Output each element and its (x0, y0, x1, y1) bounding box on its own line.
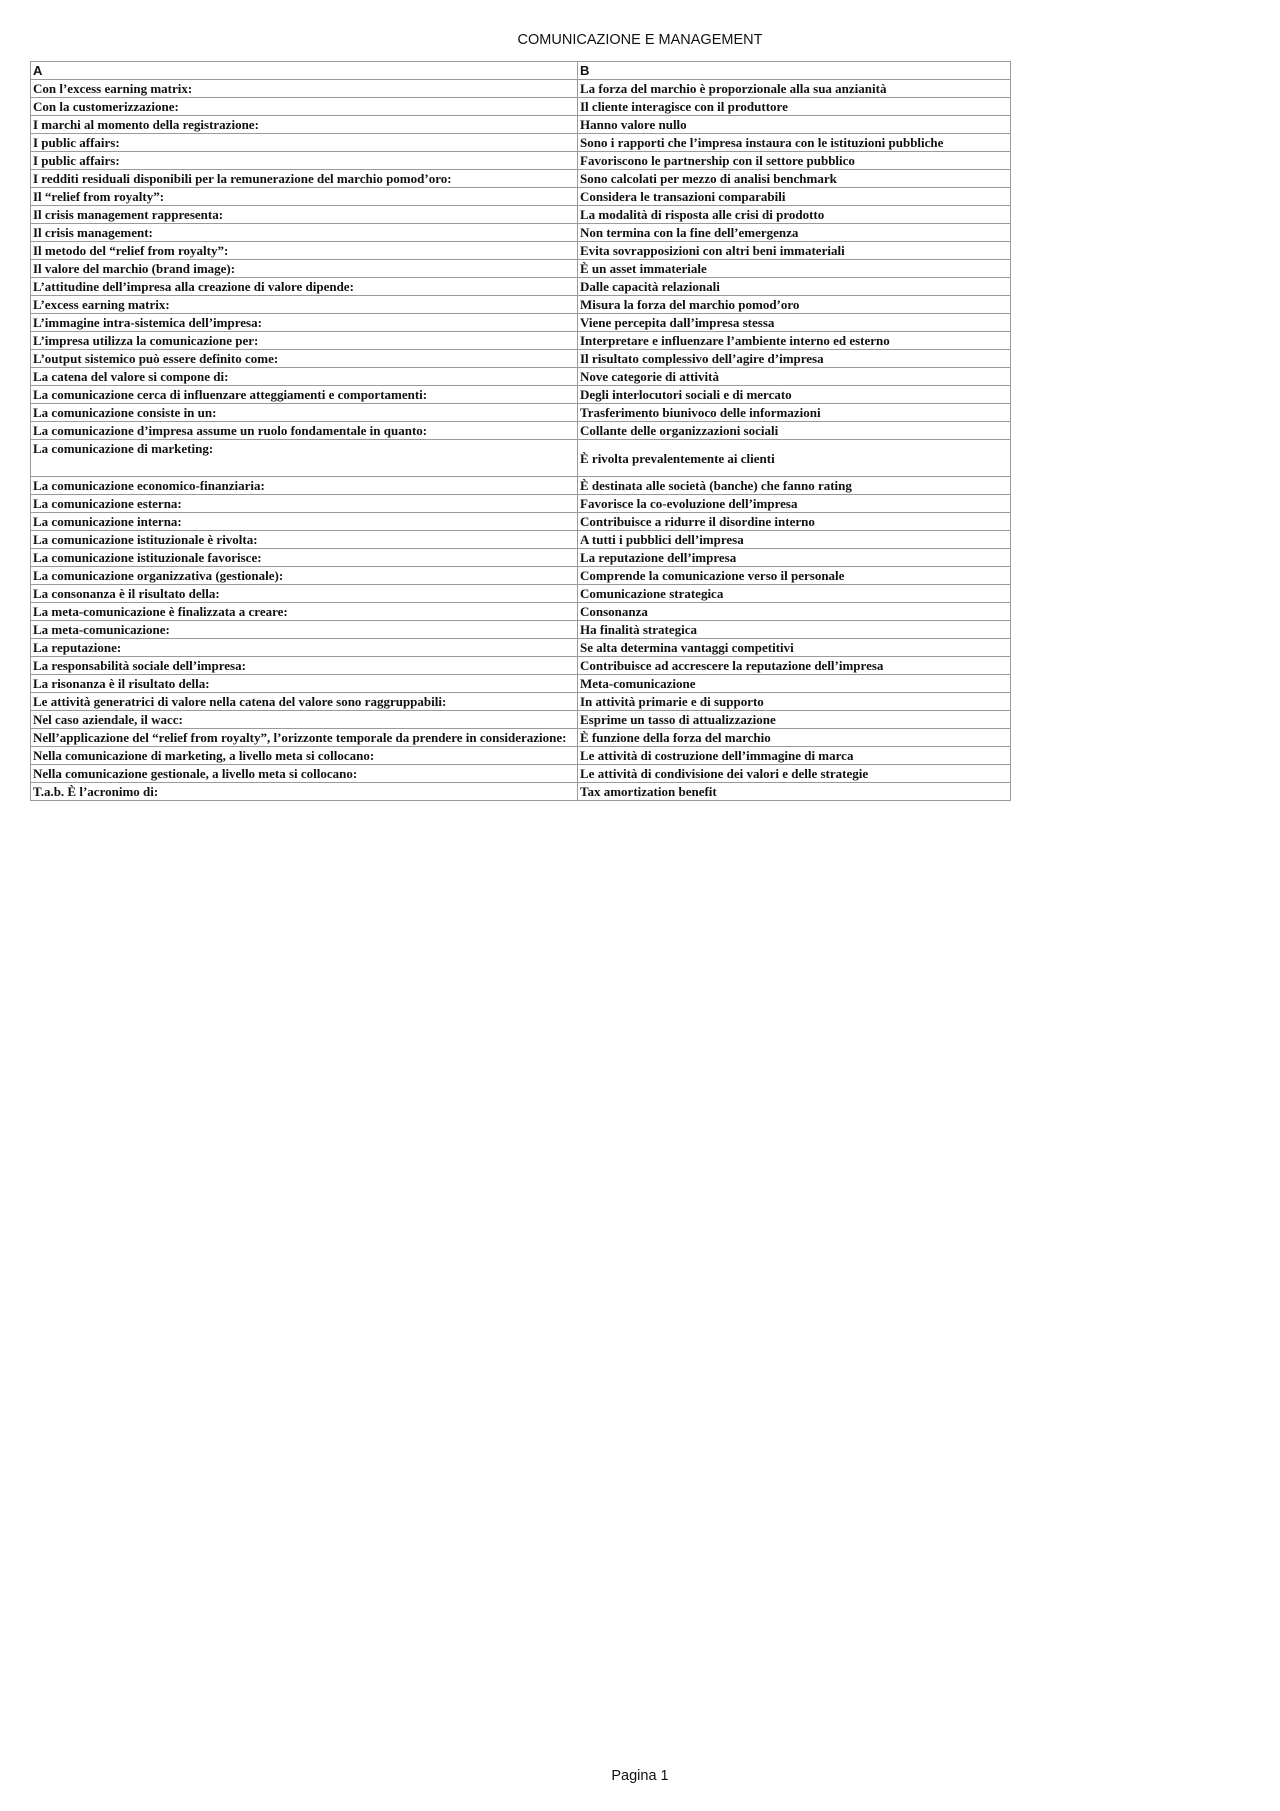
table-row (31, 206, 1011, 224)
question-cell: Nel caso aziendale, il wacc: (31, 711, 578, 729)
question-answer-table (30, 61, 1011, 801)
answer-cell: Degli interlocutori sociali e di mercato (578, 386, 1011, 404)
answer-cell: È rivolta prevalentemente ai clienti (578, 440, 1011, 477)
question-cell: La catena del valore si compone di: (31, 368, 578, 386)
question-cell: I marchi al momento della registrazione: (31, 116, 578, 134)
question-cell: La comunicazione interna: (31, 513, 578, 531)
question-cell: L’impresa utilizza la comunicazione per: (31, 332, 578, 350)
column-header-a: A (31, 62, 578, 80)
question-cell: La comunicazione organizzativa (gestionale): (31, 567, 578, 585)
answer-cell: Viene percepita dall’impresa stessa (578, 314, 1011, 332)
answer-cell: Tax amortization benefit (578, 783, 1011, 801)
answer-cell: Evita sovrapposizioni con altri beni immateriali (578, 242, 1011, 260)
answer-cell: Favorisce la co-evoluzione dell’impresa (578, 495, 1011, 513)
table-row (31, 531, 1011, 549)
table-row (31, 549, 1011, 567)
table-row (31, 495, 1011, 513)
table-row (31, 783, 1011, 801)
answer-cell: È funzione della forza del marchio (578, 729, 1011, 747)
table-row (31, 477, 1011, 495)
answer-cell: È destinata alle società (banche) che fanno rating (578, 477, 1011, 495)
question-cell: La reputazione: (31, 639, 578, 657)
answer-cell: Il risultato complessivo dell’agire d’impresa (578, 350, 1011, 368)
question-cell: La meta-comunicazione: (31, 621, 578, 639)
question-cell: Le attività generatrici di valore nella catena del valore sono raggruppabili: (31, 693, 578, 711)
table-row (31, 657, 1011, 675)
answer-cell: Trasferimento biunivoco delle informazioni (578, 404, 1011, 422)
table-row (31, 188, 1011, 206)
answer-cell: Favoriscono le partnership con il settore pubblico (578, 152, 1011, 170)
answer-cell: È un asset immateriale (578, 260, 1011, 278)
table-row (31, 152, 1011, 170)
table-row (31, 98, 1011, 116)
answer-cell: Le attività di condivisione dei valori e delle strategie (578, 765, 1011, 783)
table-row (31, 170, 1011, 188)
table-row (31, 621, 1011, 639)
question-cell: La responsabilità sociale dell’impresa: (31, 657, 578, 675)
table-row (31, 80, 1011, 98)
answer-cell: Nove categorie di attività (578, 368, 1011, 386)
page-title: COMUNICAZIONE E MANAGEMENT (517, 32, 763, 48)
question-cell: La comunicazione istituzionale è rivolta: (31, 531, 578, 549)
answer-cell: Esprime un tasso di attualizzazione (578, 711, 1011, 729)
question-cell: La comunicazione istituzionale favorisce: (31, 549, 578, 567)
table-row (31, 314, 1011, 332)
answer-cell: Hanno valore nullo (578, 116, 1011, 134)
answer-cell: Sono calcolati per mezzo di analisi benchmark (578, 170, 1011, 188)
question-cell: Nella comunicazione di marketing, a livello meta si collocano: (31, 747, 578, 765)
question-cell: La comunicazione cerca di influenzare atteggiamenti e comportamenti: (31, 386, 578, 404)
question-cell: I redditi residuali disponibili per la remunerazione del marchio pomod’oro: (31, 170, 578, 188)
answer-cell: Contribuisce ad accrescere la reputazione dell’impresa (578, 657, 1011, 675)
answer-cell: La modalità di risposta alle crisi di prodotto (578, 206, 1011, 224)
question-cell: L’immagine intra-sistemica dell’impresa: (31, 314, 578, 332)
table-row (31, 134, 1011, 152)
table-row (31, 296, 1011, 314)
question-cell: Nell’applicazione del “relief from royalty”, l’orizzonte temporale da prendere in considerazione: (31, 729, 578, 747)
column-header-b: B (578, 62, 1011, 80)
question-cell: La comunicazione d’impresa assume un ruolo fondamentale in quanto: (31, 422, 578, 440)
question-cell: L’attitudine dell’impresa alla creazione di valore dipende: (31, 278, 578, 296)
question-cell: Il valore del marchio (brand image): (31, 260, 578, 278)
table-row (31, 729, 1011, 747)
question-cell: La comunicazione di marketing: (31, 440, 578, 477)
answer-cell: La reputazione dell’impresa (578, 549, 1011, 567)
table-row (31, 585, 1011, 603)
question-cell: L’excess earning matrix: (31, 296, 578, 314)
table-row (31, 603, 1011, 621)
question-cell: La meta-comunicazione è finalizzata a creare: (31, 603, 578, 621)
question-cell: La consonanza è il risultato della: (31, 585, 578, 603)
table-row (31, 116, 1011, 134)
answer-cell: Misura la forza del marchio pomod’oro (578, 296, 1011, 314)
table-row (31, 332, 1011, 350)
table-row (31, 639, 1011, 657)
table-row (31, 242, 1011, 260)
question-cell: La risonanza è il risultato della: (31, 675, 578, 693)
table-row (31, 440, 1011, 477)
table-row (31, 224, 1011, 242)
answer-cell: Non termina con la fine dell’emergenza (578, 224, 1011, 242)
answer-cell: Considera le transazioni comparabili (578, 188, 1011, 206)
answer-cell: Contribuisce a ridurre il disordine interno (578, 513, 1011, 531)
question-cell: La comunicazione consiste in un: (31, 404, 578, 422)
table-row (31, 404, 1011, 422)
table-row (31, 693, 1011, 711)
answer-cell: La forza del marchio è proporzionale alla sua anzianità (578, 80, 1011, 98)
answer-cell: Collante delle organizzazioni sociali (578, 422, 1011, 440)
table-row (31, 368, 1011, 386)
question-cell: Con la customerizzazione: (31, 98, 578, 116)
question-cell: La comunicazione economico-finanziaria: (31, 477, 578, 495)
answer-cell: Ha finalità strategica (578, 621, 1011, 639)
question-cell: L’output sistemico può essere definito come: (31, 350, 578, 368)
table-row (31, 278, 1011, 296)
table-row (31, 675, 1011, 693)
answer-cell: Dalle capacità relazionali (578, 278, 1011, 296)
question-cell: T.a.b. È l’acronimo di: (31, 783, 578, 801)
answer-cell: Meta-comunicazione (578, 675, 1011, 693)
table-header-row (31, 62, 1011, 80)
question-cell: Nella comunicazione gestionale, a livello meta si collocano: (31, 765, 578, 783)
answer-cell: A tutti i pubblici dell’impresa (578, 531, 1011, 549)
question-cell: I public affairs: (31, 134, 578, 152)
question-cell: I public affairs: (31, 152, 578, 170)
answer-cell: Sono i rapporti che l’impresa instaura con le istituzioni pubbliche (578, 134, 1011, 152)
table-row (31, 386, 1011, 404)
page-number: Pagina 1 (611, 1768, 669, 1784)
question-cell: Il “relief from royalty”: (31, 188, 578, 206)
question-cell: Il metodo del “relief from royalty”: (31, 242, 578, 260)
answer-cell: Se alta determina vantaggi competitivi (578, 639, 1011, 657)
question-cell: Con l’excess earning matrix: (31, 80, 578, 98)
table-row (31, 567, 1011, 585)
table-row (31, 513, 1011, 531)
table-row (31, 765, 1011, 783)
answer-cell: Il cliente interagisce con il produttore (578, 98, 1011, 116)
answer-cell: Interpretare e influenzare l’ambiente interno ed esterno (578, 332, 1011, 350)
answer-cell: Le attività di costruzione dell’immagine di marca (578, 747, 1011, 765)
table-row (31, 711, 1011, 729)
answer-cell: In attività primarie e di supporto (578, 693, 1011, 711)
answer-cell: Comprende la comunicazione verso il personale (578, 567, 1011, 585)
table-row (31, 350, 1011, 368)
answer-cell: Comunicazione strategica (578, 585, 1011, 603)
question-cell: Il crisis management: (31, 224, 578, 242)
answer-cell: Consonanza (578, 603, 1011, 621)
table-row (31, 422, 1011, 440)
table-row (31, 747, 1011, 765)
table-row (31, 260, 1011, 278)
question-cell: La comunicazione esterna: (31, 495, 578, 513)
question-cell: Il crisis management rappresenta: (31, 206, 578, 224)
